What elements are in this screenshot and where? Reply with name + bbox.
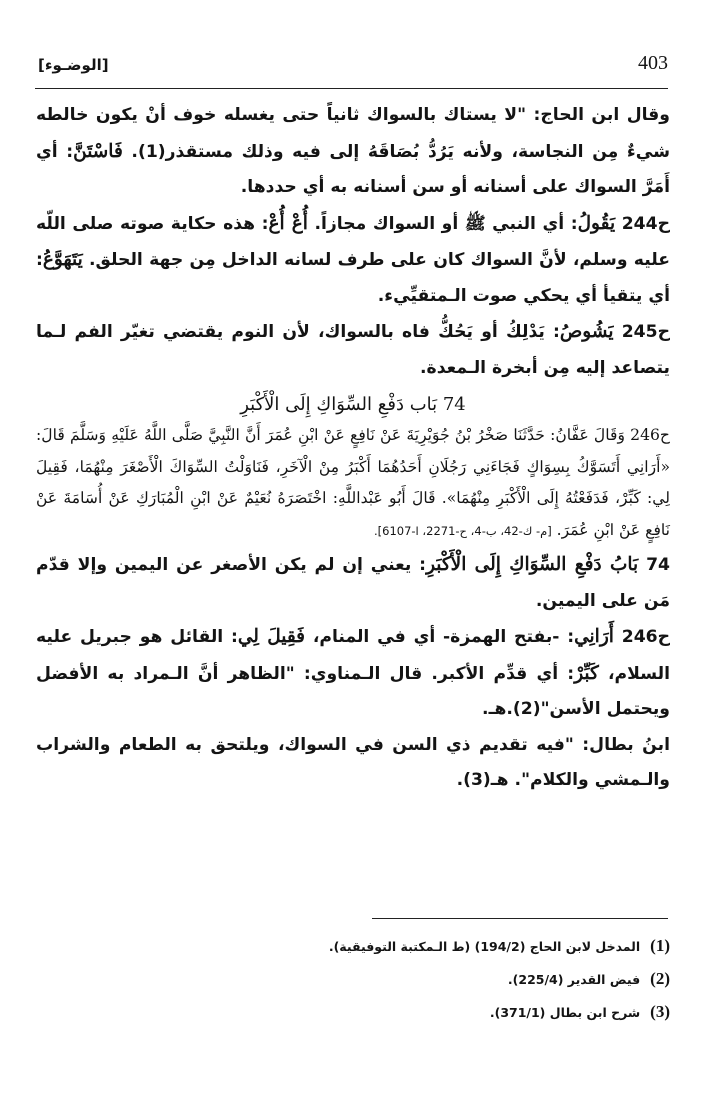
paragraph-h244 bbox=[36, 206, 670, 315]
footnote-3 bbox=[36, 996, 670, 1029]
paragraph-text: : يعني إن لم يكن الأصغر عن اليمين وإلا قدّم مَن على اليمين. bbox=[36, 555, 670, 611]
footnote-1 bbox=[36, 930, 670, 963]
paragraph-ibn-battal bbox=[36, 728, 670, 799]
page-number: 403 bbox=[638, 52, 668, 74]
paragraph-text: : أي يتقيأ أي يحكي صوت الـمتقيِّيء. bbox=[36, 250, 670, 306]
hadith-number: ح246 bbox=[613, 627, 671, 647]
chapter-number: 74 bbox=[638, 555, 670, 575]
paragraph-text: : القائل هو جبريل عليه السلام، bbox=[36, 627, 670, 684]
hadith-text-h246 bbox=[36, 420, 670, 547]
section-tag: [الوضـوء] bbox=[38, 56, 109, 74]
keyword-bab-title: بَابُ دَفْعِ السِّوَاكِ إِلَى الْأَكْبَرِ bbox=[426, 554, 639, 575]
paragraph-text: وقال ابن الحاج: "لا يستاك بالسواك ثانياً حتى يغسله خوف أنْ يكون خالطه شيءٌ مِن النجاسة، ولأنه يَرُدُّ بُصَاقَهُ إلى فيه وذلك مستقذر(1). bbox=[36, 105, 670, 162]
page-body bbox=[36, 98, 670, 799]
paragraph-text: : هذه حكاية صوته صلى اللّه عليه وسلم، لأنَّ السواك كان على طرف لسانه الداخل مِن جهة الحلق. bbox=[36, 213, 670, 270]
hadith-body: ح246 وَقَالَ عَفَّانُ: حَدَّثَنَا صَخْرُ بْنُ جُوَيْرِيَةَ عَنْ نَافِعٍ عَنْ ابْنِ عُمَرَ أَنَّ النَّبِيَّ صَلَّى اللَّهُ عَلَيْهِ وَسَلَّمَ قَالَ: «أَرَانِي أَتَسَوَّكُ بِسِوَاكٍ فَجَاءَنِي رَجُلَانِ أَحَدُهُمَا أَكْبَرُ مِنْ الْآخَرِ، فَنَاوَلْتُ السِّوَاكَ الْأَصْغَرَ مِنْهُمَا، فَقِيلَ لِي: كَبِّرْ، فَدَفَعْتُهُ إِلَى الْأَكْبَرِ مِنْهُمَا». قَالَ أَبُو عَبْداللَّهِ: اخْتَصَرَهُ نُعَيْمٌ عَنْ ابْنِ الْمُبَارَكِ عَنْ أُسَامَةَ عَنْ نَافِعٍ عَنْ ابْنِ عُمَرَ. bbox=[36, 426, 670, 539]
paragraph-text: : أي أَمَرَّ السواك على أسنانه أو سن أسنانه به أي حددها. bbox=[36, 141, 670, 197]
keyword-u-u: أُعْ أُعْ bbox=[268, 212, 308, 234]
paragraph-text: ابنُ بطال: "فيه تقديم ذي السن في السواك، ويلتحق به الطعام والشراب والـمشي والكلام". هـ(3). bbox=[36, 734, 670, 790]
footnote-text: فيض القدير (225/4). bbox=[507, 972, 641, 987]
keyword-kabbir: كَبِّرْ bbox=[574, 662, 599, 684]
keyword-yashusu: يَشُوصُ bbox=[559, 321, 614, 342]
footnote-divider bbox=[372, 918, 668, 919]
footnote-text: شرح ابن بطال (371/1). bbox=[489, 1005, 641, 1020]
paragraph-text: : -بفتح الهمزة- أي في المنام، bbox=[305, 627, 575, 647]
paragraph-text: : يَدْلِكُ أو يَحُكُّ فاه بالسواك، لأن النوم يقتضي تغيّر الفم لـما يتصاعد إليه مِن أبخرة الـمعدة. bbox=[36, 322, 670, 378]
footnotes bbox=[36, 930, 670, 1029]
keyword-yaqulu: يَقُولُ bbox=[577, 212, 616, 234]
footnote-number: (2) bbox=[650, 969, 670, 988]
footnote-text: المدخل لابن الحاج (194/2) (ط الـمكتبة التوفيقية). bbox=[328, 939, 641, 954]
paragraph-text: : أي قدِّم الأكبر. قال الـمناوي: "الظاهر أنَّ الـمراد به الأفضل ويحتمل الأسن"(2).هـ. bbox=[36, 663, 670, 719]
keyword-arani: أَرَانِي bbox=[574, 626, 614, 647]
paragraph-bab-74 bbox=[36, 547, 670, 619]
paragraph-h246-commentary bbox=[36, 619, 670, 728]
paragraph-h245 bbox=[36, 314, 670, 386]
chapter-title: 74 بَاب دَفْعِ السِّوَاكِ إِلَى الْأَكْبَرِ bbox=[240, 394, 466, 415]
page-header bbox=[38, 50, 668, 80]
paragraph-text: : أي النبي ﷺ أو السواك مجازاً. bbox=[307, 213, 578, 234]
hadith-reference: [م- ك-42، ب-4، ح-2271، ا-6107]. bbox=[373, 523, 552, 538]
footnote-number: (3) bbox=[650, 1002, 670, 1021]
footnote-number: (1) bbox=[650, 936, 670, 955]
hadith-number: ح245 bbox=[613, 322, 670, 342]
keyword-yatahawwau: يَتَهَوَّعُ bbox=[42, 249, 83, 270]
keyword-faqila-li: فَقِيلَ لِي bbox=[237, 626, 306, 647]
header-divider bbox=[35, 88, 668, 89]
keyword-fastanna: فَاسْتَنَّ bbox=[73, 140, 123, 162]
hadith-number: ح244 bbox=[615, 213, 670, 234]
paragraph-ibn-alhaj bbox=[36, 98, 670, 206]
footnote-2 bbox=[36, 963, 670, 996]
